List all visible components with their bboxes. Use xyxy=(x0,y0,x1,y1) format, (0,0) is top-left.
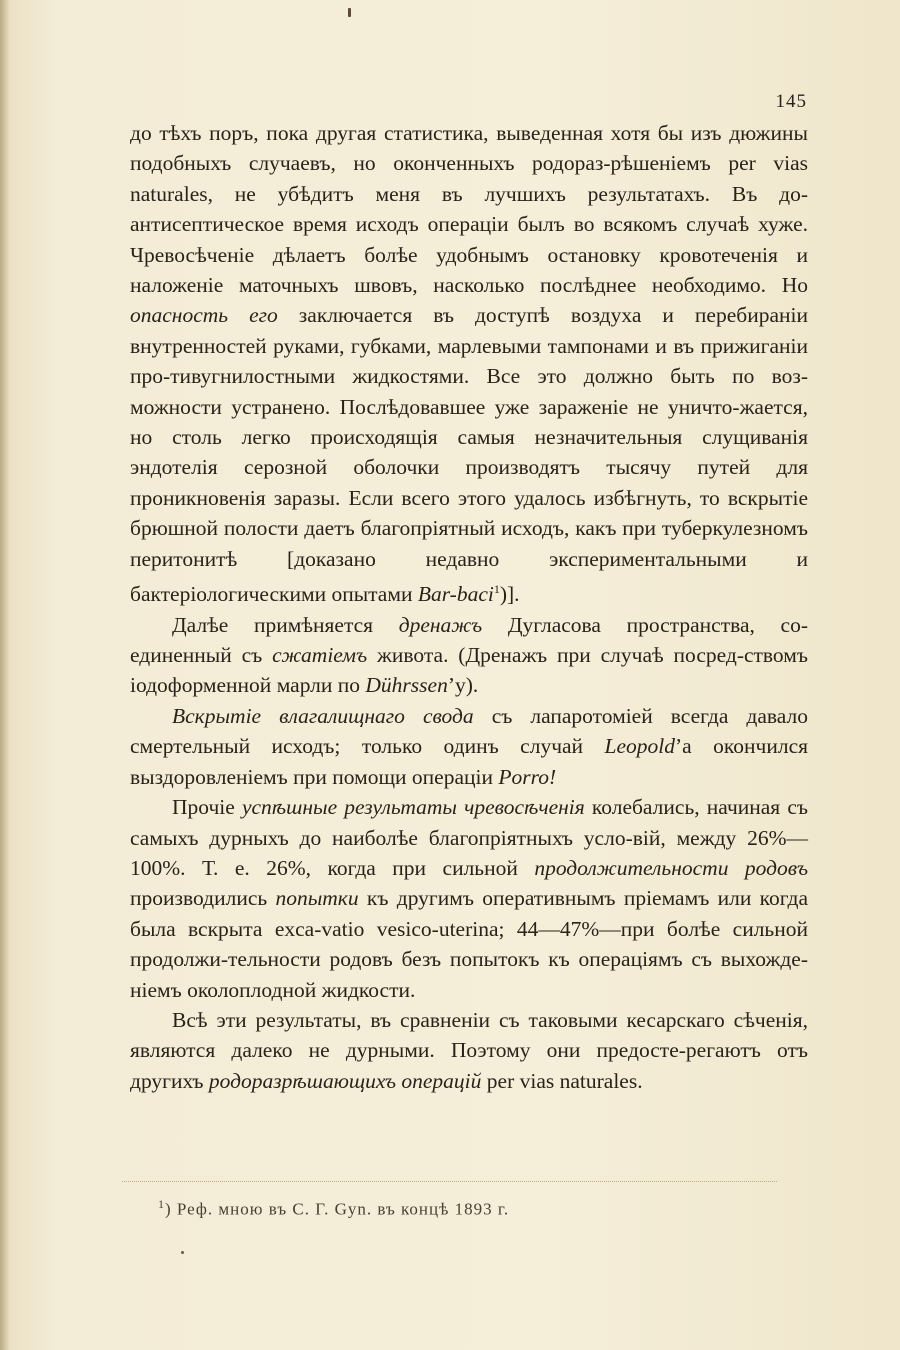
page-number: 145 xyxy=(775,91,807,112)
text-run: съ лапаротоміей всегда давало смертельный исходъ; только одинъ случай xyxy=(130,703,808,759)
emphasis: продолжительности родовъ xyxy=(534,855,808,880)
text-run: производились xyxy=(130,886,276,911)
footnote-mark: 1 xyxy=(158,1197,165,1211)
text-run: колебались, начиная съ самыхъ дурныхъ до наиболѣе благопріятныхъ усло-вій, между 26%—100%. Т. е. 26%, когда при сильной xyxy=(130,795,808,880)
paragraph-3 xyxy=(130,701,808,792)
emphasis: Вскрытіе влагалищнаго свода xyxy=(172,703,474,728)
body-text xyxy=(130,118,808,1096)
text-run: заключается въ доступѣ воздуха и перебираніи внутренностей руками, губками, марлевыми тампонами и въ прижиганіи про-тивугнилостными жидкостями. Все это должно быть по воз-можности устранено. Послѣдовавшее уже зараженіе не уничто-жается, но столь легко происходящія самыя незначительныя слущиванія эндотелія серозной оболочки производятъ тысячу путей для проникновенія заразы. Если всего этого удалось избѣгнуть, то вскрытіе брюшной полости даетъ благопріятный исходъ, какъ при туберкулезномъ перитонитѣ [доказано недавно экспериментальными и бактеріологическими опытами xyxy=(130,303,808,607)
text-run: )]. xyxy=(499,582,520,607)
ink-speck xyxy=(181,1251,184,1254)
text-run: per vias naturales. xyxy=(481,1068,643,1093)
footnote-reference: 1 xyxy=(493,582,500,597)
paragraph-2 xyxy=(130,610,808,701)
emphasis: опасность его xyxy=(130,303,278,328)
author-name: Porro! xyxy=(498,764,557,789)
text-run: Прочіе xyxy=(172,795,242,820)
text-run: Дугласова пространства, со-единенный съ xyxy=(130,612,808,668)
author-name: Leopold xyxy=(604,734,675,759)
emphasis: попытки xyxy=(275,886,359,911)
footnote-divider xyxy=(122,1181,777,1182)
emphasis: успѣшные результаты чревосѣченія xyxy=(241,795,585,820)
text-run: Всѣ эти результаты, въ сравненіи съ таковыми кесарскаго сѣченія, являются далеко не дурными. Поэтому они предосте-регаютъ отъ другихъ xyxy=(130,1007,808,1093)
text-run: до тѣхъ поръ, пока другая статистика, выведенная хотя бы изъ дюжины подобныхъ случаевъ, но оконченныхъ родораз-рѣшеніемъ per vias naturales, не убѣдитъ меня въ лучшихъ результатахъ. Въ до-антисептическое время исходъ операціи былъ во всякомъ случаѣ хуже. Чревосѣченіе дѣлаетъ болѣе удобнымъ остановку кровотеченія и наложеніе маточныхъ швовъ, насколько послѣднее необходимо. Но xyxy=(130,121,808,298)
paragraph-1 xyxy=(130,118,808,610)
text-run: ’у). xyxy=(447,673,479,698)
text-run: ’а окончился выздоровленіемъ при помощи операціи xyxy=(130,734,808,789)
text-run: къ другимъ оперативнымъ пріемамъ или когда была вскрыта exca-vatio vesico-uterina; 44—47%—при болѣе сильной продолжи-тельности родовъ безъ попытокъ къ операціямъ съ выхожде-ніемъ околоплодной жидкости. xyxy=(130,886,808,1002)
emphasis: родоразрѣшающихъ операцій xyxy=(208,1068,482,1093)
text-run: Далѣе примѣняется xyxy=(172,612,399,637)
page-spine-shadow xyxy=(0,0,9,1350)
text-run: живота. (Дренажъ при случаѣ посред-ствомъ іодоформенной марли по xyxy=(130,643,808,698)
author-name: Bar-baci xyxy=(417,582,494,607)
footnote xyxy=(158,1197,798,1220)
paragraph-4 xyxy=(130,792,808,1005)
footnote-text: ) Реф. мною въ С. Г. Gyn. въ концѣ 1893 г. xyxy=(165,1199,510,1219)
emphasis: сжатіемъ xyxy=(272,643,368,668)
ink-speck xyxy=(348,8,351,17)
author-name: Dührssen xyxy=(365,673,448,698)
emphasis: дренажъ xyxy=(398,612,483,637)
paragraph-5 xyxy=(130,1005,808,1096)
